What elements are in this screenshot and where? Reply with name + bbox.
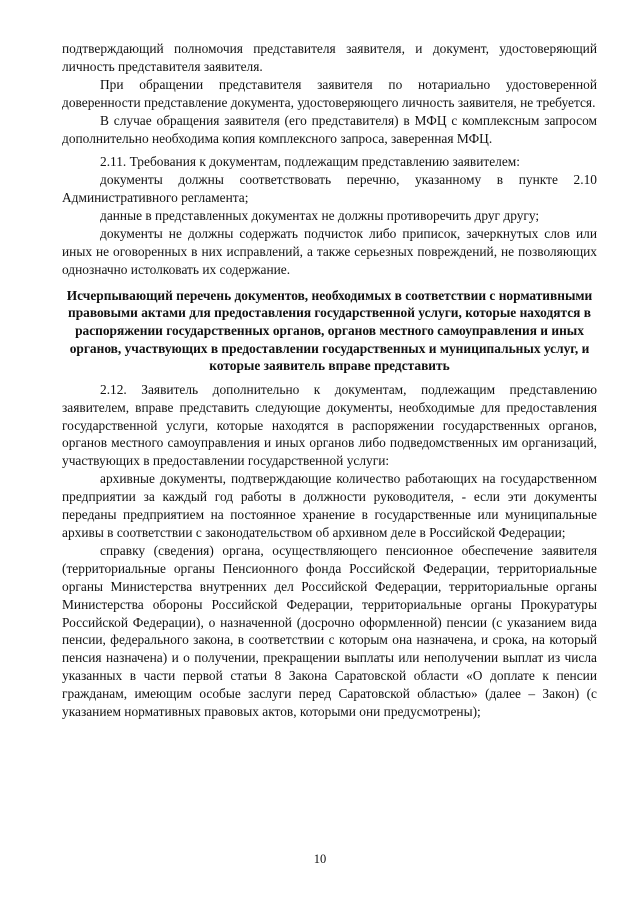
section-heading: Исчерпывающий перечень документов, необходимых в соответствии с нормативными правовыми актами для предоставления государственной услуги, которые находятся в распоряжении государственных органов, органов местного самоуправления и иных органов, участвующих в предоставлении государственных и муниципальных услуг, и которые заявитель вправе представить [66, 287, 593, 374]
paragraph-representative-docs: подтверждающий полномочия представителя заявителя, и документ, удостоверяющий личность представителя заявителя. [62, 41, 597, 74]
list-item: архивные документы, подтверждающие количество работающих на государственном предприятии за каждый год работы в должности руководителя, - если эти документы переданы предприятием на постоянное хранение в государственные или муниципальные архивы в соответствии с законодательством об архивном деле в Российской Федерации; [62, 471, 597, 540]
list-item: документы не должны содержать подчисток либо приписок, зачеркнутых слов или иных не оговоренных в них исправлений, а также серьезных повреждений, не позволяющих однозначно истолковать их содержание. [62, 226, 597, 277]
list-item: документы должны соответствовать перечню, указанному в пункте 2.10 Административного регламента; [62, 172, 597, 206]
document-body [62, 40, 597, 721]
paragraph-mfc-request: В случае обращения заявителя (его представителя) в МФЦ с комплексным запросом дополнительно необходима копия комплексного запроса, заверенная МФЦ. [62, 112, 597, 146]
paragraph-2-11-intro: 2.11. Требования к документам, подлежащим представлению заявителем: [100, 154, 520, 170]
paragraph-2-12-intro: 2.12. Заявитель дополнительно к документам, подлежащим представлению заявителем, вправе представить следующие документы, необходимые для предоставления государственной услуги, которые находятся в распоряжении государственных органов, органов местного самоуправления и иных органов либо подведомственных им организаций, участвующих в предоставлении государственной услуги: [62, 381, 597, 469]
paragraph-notary-power: При обращении представителя заявителя по нотариально удостоверенной доверенности представление документа, удостоверяющего личность заявителя, не требуется. [62, 76, 597, 110]
page-number: 10 [313, 852, 327, 866]
list-item: справку (сведения) органа, осуществляющего пенсионное обеспечение заявителя (территориальные органы Пенсионного фонда Российской Федерации, территориальные органы Министерства внутренних дел Российской Федерации, территориальные органы Министерства обороны Российской Федерации, территориальные органы Прокуратуры Российской Федерации), о назначенной (досрочно оформленной) пенсии (с указанием вида пенсии, федерального закона, в соответствии с которым она назначена, и срока, на который пенсия назначена) и о получении, прекращении выплаты или неполучении выплат из числа указанных в части первой статьи 8 Закона Саратовской области «О доплате к пенсии гражданам, имеющим особые заслуги перед Саратовской областью» (далее – Закон) (с указанием нормативных правовых актов, которыми они предусмотрены); [62, 542, 597, 720]
list-item: данные в представленных документах не должны противоречить друг другу; [100, 208, 540, 224]
